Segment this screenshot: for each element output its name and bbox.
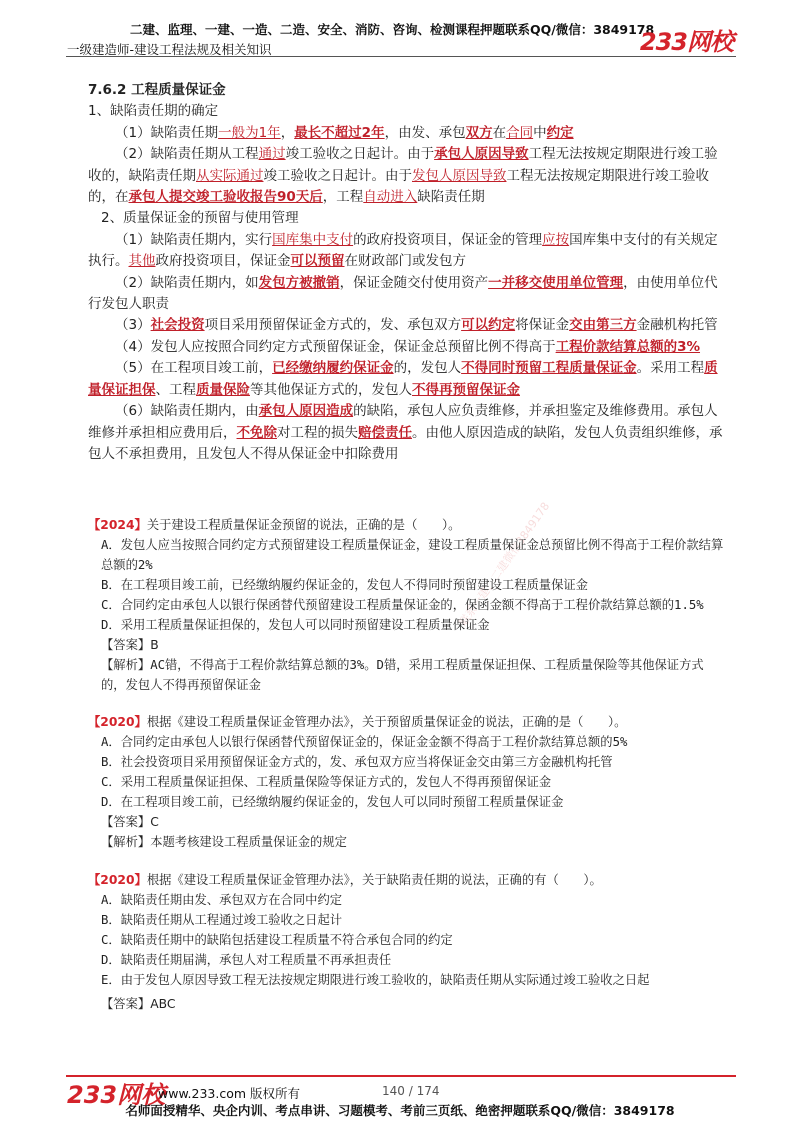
- question-stem: 【2020】根据《建设工程质量保证金管理办法》，关于缺陷责任期的说法，正确的有（ ）。: [88, 873, 602, 887]
- footer-contact: 名师面授精华、央企内训、考点串讲、习题模考、考前三页纸、绝密押题联系QQ/微信：3849178: [125, 1103, 675, 1118]
- para-3: （1）缺陷责任期内，实行国库集中支付的政府投资项目，保证金的管理应按国库集中支付的有关规定执行。其他政府投资项目，保证金可以预留在财政部门或发包方: [88, 231, 718, 270]
- section-body: [88, 80, 728, 465]
- option-c: C．采用工程质量保证担保、工程质量保险等保证方式的，发包人不得再预留保证金: [101, 775, 552, 789]
- option-a: A．缺陷责任期由发、承包双方在合同中约定: [101, 893, 343, 907]
- option-d: D．在工程项目竣工前，已经缴纳履约保证金的，发包人可以同时预留工程质量保证金: [101, 795, 564, 809]
- para-1: （1）缺陷责任期一般为1年，最长不超过2年，由发、承包双方在合同中约定: [115, 124, 574, 141]
- para-7: （5）在工程项目竣工前，已经缴纳履约保证金的，发包人不得同时预留工程质量保证金。采用工程质量保证担保、工程质量保险等其他保证方式的，发包人不得再预留保证金: [88, 360, 718, 398]
- para-8: （6）缺陷责任期内，由承包人原因造成的缺陷，承包人应负责维修，并承担鉴定及维修费用。承包人维修并承担相应费用后，不免除对工程的损失赔偿责任。由他人原因造成的缺陷，发包人负责组织维修，承包人不承担费用，且发包人不得从保证金中扣除费用: [88, 403, 723, 462]
- option-c: C．合同约定由承包人以银行保函替代预留建设工程质量保证金的，保函金额不得高于工程价款结算总额的1.5%: [101, 598, 704, 612]
- option-a: A．发包人应当按照合同约定方式预留建设工程质量保证金，建设工程质量保证金总预留比例不得高于工程价款结算总额的2%: [101, 538, 724, 572]
- question-3: [88, 870, 728, 1014]
- header-book-title: 一级建造师-建设工程法规及相关知识: [67, 42, 272, 57]
- watermark: 联系一建、二建微信3849178: [456, 499, 553, 629]
- heading-1: 1、缺陷责任期的确定: [88, 103, 219, 120]
- option-d: D．缺陷责任期届满，承包人对工程质量不再承担责任: [101, 953, 392, 967]
- question-1: [88, 515, 728, 695]
- answer: 【答案】ABC: [101, 997, 176, 1011]
- option-c: C．缺陷责任期中的缺陷包括建设工程质量不符合承包合同的约定: [101, 933, 453, 947]
- heading-2: 2、质量保证金的预留与使用管理: [101, 210, 299, 227]
- question-stem: 【2024】关于建设工程质量保证金预留的说法，正确的是（ ）。: [88, 518, 461, 532]
- para-2: （2）缺陷责任期从工程通过竣工验收之日起计。由于承包人原因导致工程无法按规定期限进行竣工验收的，缺陷责任期从实际通过竣工验收之日起计。由于发包人原因导致工程无法按规定期限进行竣工验收的，在承包人提交竣工验收报告90天后，工程自动进入缺陷责任期: [88, 146, 718, 206]
- option-d: D．采用工程质量保证担保的，发包人可以同时预留建设工程质量保证金: [101, 618, 490, 632]
- para-6: （4）发包人应按照合同约定方式预留保证金，保证金总预留比例不得高于工程价款结算总额的3%: [115, 338, 701, 355]
- footer-divider: [66, 1075, 736, 1077]
- logo-233: 233网校: [639, 28, 733, 56]
- page-number: 140 / 174: [382, 1084, 440, 1098]
- header-divider: [66, 56, 736, 57]
- analysis: 【解析】AC错，不得高于工程价款结算总额的3%。D错，采用工程质量保证担保、工程质量保险等其他保证方式的，发包人不得再预留保证金: [101, 658, 704, 692]
- option-b: B．在工程项目竣工前，已经缴纳履约保证金的，发包人不得同时预留建设工程质量保证金: [101, 578, 588, 592]
- para-4: （2）缺陷责任期内，如发包方被撤销，保证金随交付使用资产一并移交使用单位管理，由使用单位代行发包人职责: [88, 274, 718, 313]
- footer-logo-233: 233网校: [67, 1081, 166, 1109]
- answer: 【答案】C: [101, 815, 159, 829]
- option-b: B．社会投资项目采用预留保证金方式的，发、承包双方应当将保证金交由第三方金融机构托管: [101, 755, 613, 769]
- option-e: E．由于发包人原因导致工程无法按规定期限进行竣工验收的，缺陷责任期从实际通过竣工验收之日起: [101, 973, 650, 987]
- answer: 【答案】B: [101, 638, 159, 652]
- question-stem: 【2020】根据《建设工程质量保证金管理办法》，关于预留质量保证金的说法，正确的是（ ）。: [88, 715, 627, 729]
- option-b: B．缺陷责任期从工程通过竣工验收之日起计: [101, 913, 343, 927]
- section-title: 7.6.2 工程质量保证金: [88, 82, 226, 98]
- question-2: [88, 712, 728, 852]
- analysis: 【解析】本题考核建设工程质量保证金的规定: [101, 835, 347, 849]
- header-contact: 二建、监理、一建、一造、二造、安全、消防、咨询、检测课程押题联系QQ/微信：3849178: [130, 22, 655, 37]
- footer-copyright: www.233.com 版权所有: [158, 1086, 300, 1101]
- option-a: A．合同约定由承包人以银行保函替代预留保证金的，保证金金额不得高于工程价款结算总额的5%: [101, 735, 628, 749]
- para-5: （3）社会投资项目采用预留保证金方式的，发、承包双方可以约定将保证金交由第三方金融机构托管: [115, 317, 718, 334]
